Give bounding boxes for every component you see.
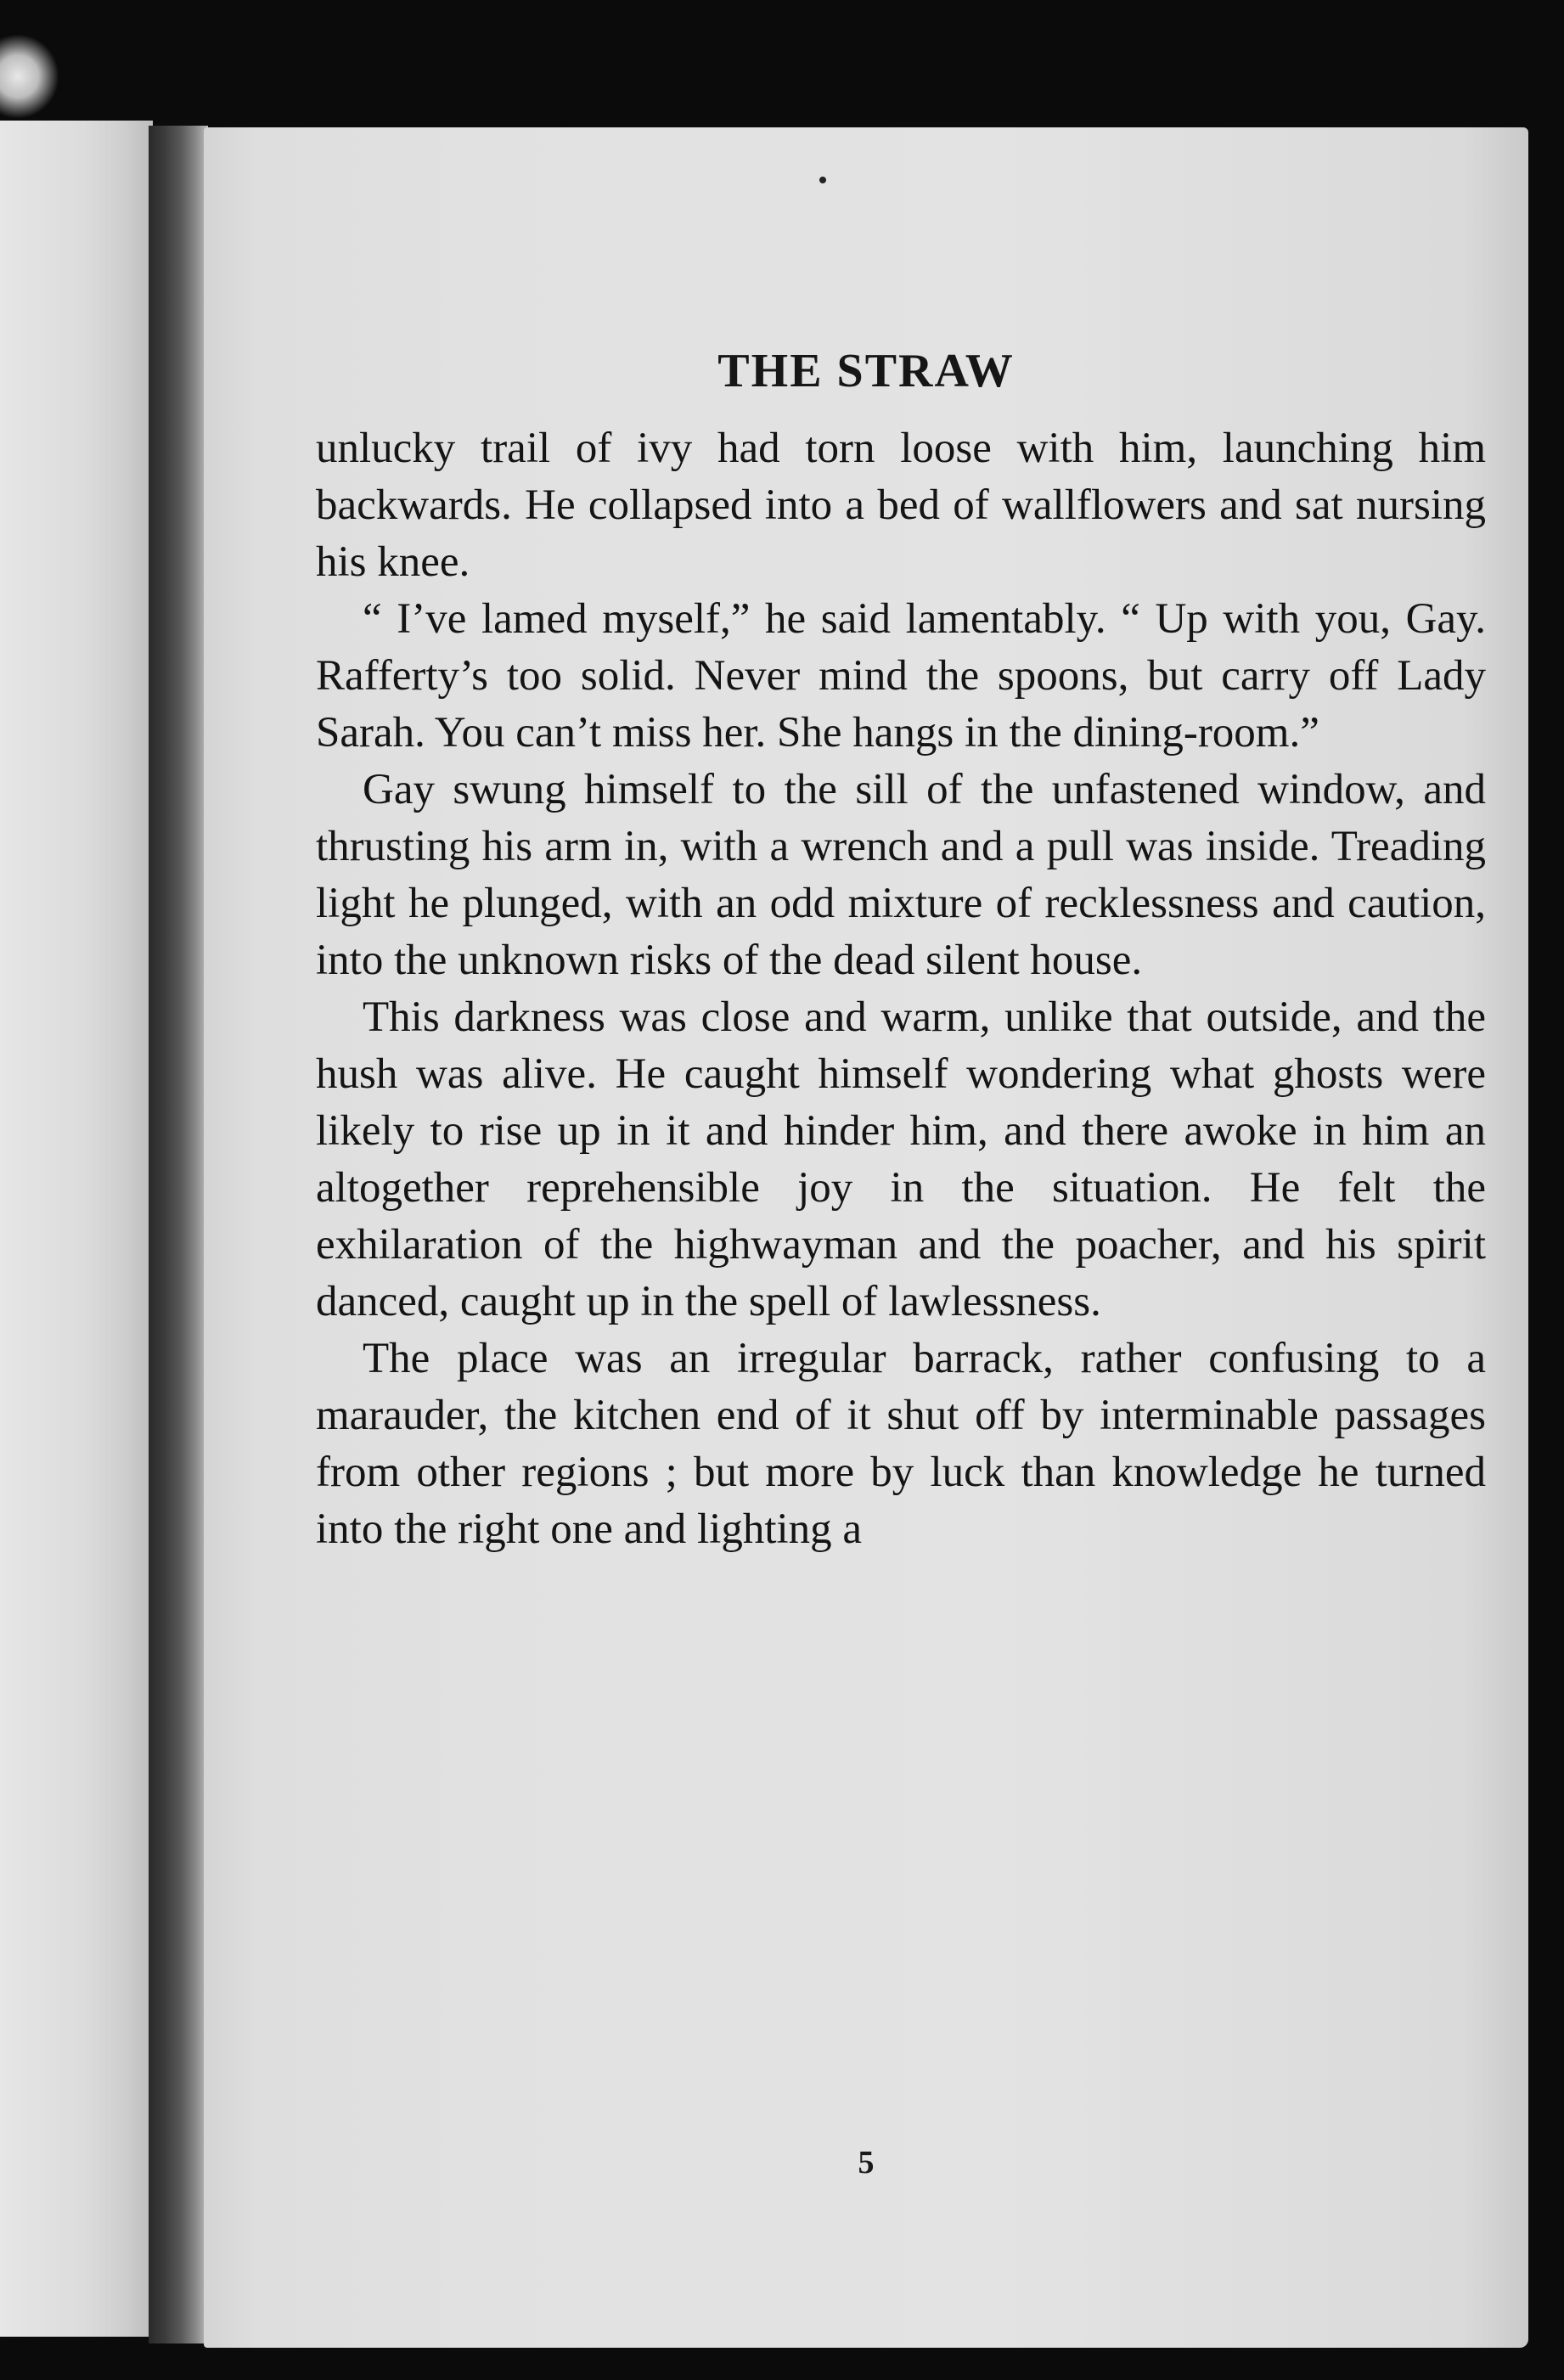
ink-speck bbox=[819, 177, 826, 183]
book-page bbox=[204, 127, 1528, 2348]
paragraph: This darkness was close and warm, unlike that outside, and the hush was alive. He caught himself wondering what ghosts were likely to rise up in it and hinder him, and there awoke in him an altogether reprehensible joy in the situation. He felt the exhilaration of the highwayman and the poacher, and his spirit danced, caught up in the spell of lawlessness. bbox=[316, 993, 1486, 1325]
paragraph: Gay swung himself to the sill of the unfastened window, and thrusting his arm in, with a wrench and a pull was inside. Treading light he plunged, with an odd mixture of recklessness and caution, into the unknown risks of the dead silent house. bbox=[316, 766, 1486, 984]
book-spine-shadow bbox=[149, 126, 208, 2343]
body-text bbox=[316, 420, 1486, 1558]
facing-page-edge bbox=[0, 121, 153, 2337]
paragraph: The place was an irregular barrack, rather confusing to a marauder, the kitchen end of it shut off by interminable passages from other regions ; but more by luck than knowledge he turned into the right one and lighting a bbox=[316, 1335, 1486, 1553]
page-number: 5 bbox=[858, 2145, 875, 2180]
running-head: THE STRAW bbox=[717, 345, 1015, 397]
scan-artifact bbox=[0, 34, 59, 119]
paragraph: unlucky trail of ivy had torn loose with him, launching him backwards. He collapsed into a bed of wallflowers and sat nursing his knee. bbox=[316, 425, 1486, 586]
paragraph: “ I’ve lamed myself,” he said lamentably. “ Up with you, Gay. Rafferty’s too solid. Never mind the spoons, but carry off Lady Sarah. You can’t miss her. She hangs in the dining-room.” bbox=[316, 595, 1486, 757]
